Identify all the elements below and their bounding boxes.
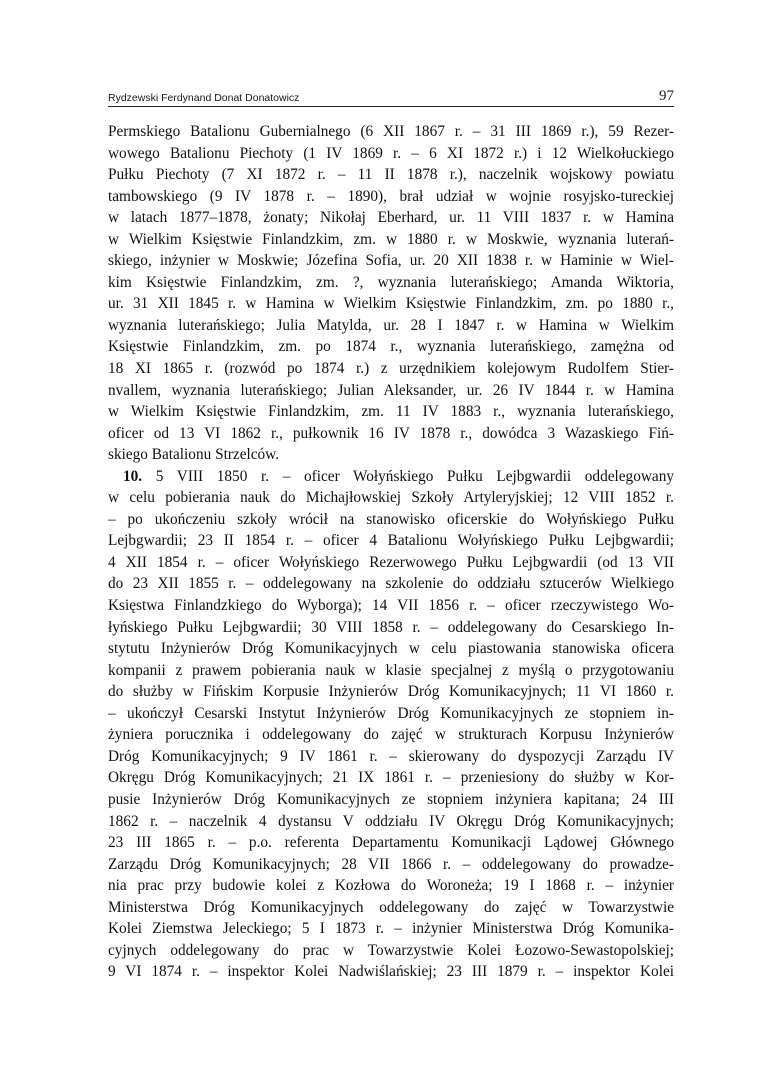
- section-first-line-text: 5 VIII 1850 r. – oficer Wołyńskiego Pułku Lejbgwardii oddelegowany: [142, 467, 674, 485]
- text-line: kim Księstwie Finlandzkim, zm. ?, wyznania luterańskiego; Amanda Wiktoria,: [108, 273, 674, 291]
- text-line: 9 VI 1874 r. – inspektor Kolei Nadwiślańskiej; 23 III 1879 r. – inspektor Kolei: [108, 963, 674, 981]
- text-line: Pułku Piechoty (7 XI 1872 r. – 11 II 1878 r.), naczelnik wojskowy powiatu: [108, 166, 674, 184]
- text-line: Ministerstwa Dróg Komunikacyjnych oddelegowany do zajęć w Towarzystwie: [108, 898, 674, 916]
- text-line: skiego, inżynier w Moskwie; Józefina Sofia, ur. 20 XII 1838 r. w Haminie w Wiel-: [108, 252, 674, 270]
- text-line: 18 XI 1865 r. (rozwód po 1874 r.) z urzędnikiem kolejowym Rudolfem Stier-: [108, 360, 674, 378]
- text-line: w latach 1877–1878, żonaty; Nikołaj Eberhard, ur. 11 VIII 1837 r. w Hamina: [108, 209, 674, 227]
- section-number: 10.: [123, 467, 143, 485]
- text-line: nvallem, wyznania luterańskiego; Julian Aleksander, ur. 26 IV 1844 r. w Hamina: [108, 381, 674, 399]
- text-line: oficer od 13 VI 1862 r., pułkownik 16 IV 1878 r., dowódca 3 Wazaskiego Fiń-: [108, 424, 674, 442]
- text-line: Zarządu Dróg Komunikacyjnych; 28 VII 1866 r. – oddelegowany do prowadze-: [108, 855, 674, 873]
- text-line: łyńskiego Pułku Lejbgwardii; 30 VIII 1858 r. – oddelegowany do Cesarskiego In-: [108, 618, 674, 636]
- text-line: do 23 XII 1855 r. – oddelegowany na szkolenie do oddziału sztucerów Wielkiego: [108, 575, 674, 593]
- text-line: Księstwie Finlandzkim, zm. po 1874 r., wyznania luterańskiego, zamężna od: [108, 338, 674, 356]
- section-10-first-line: [108, 466, 674, 488]
- text-line: w Wielkim Księstwie Finlandzkim, zm. 11 IV 1883 r., wyznania luterańskiego,: [108, 403, 674, 421]
- text-line: – po ukończeniu szkoły wrócił na stanowisko oficerskie do Wołyńskiego Pułku: [108, 510, 674, 528]
- text-line: do służby w Fińskim Korpusie Inżynierów Dróg Komunikacyjnych; 11 VI 1860 r.: [108, 683, 674, 701]
- text-line: cyjnych oddelegowany do prac w Towarzystwie Kolei Łozowo-Sewastopolskiej;: [108, 941, 674, 959]
- text-line: 1862 r. – naczelnik 4 dystansu V oddziału IV Okręgu Dróg Komunikacyjnych;: [108, 812, 674, 830]
- page-header: [108, 84, 674, 106]
- text-line: Permskiego Batalionu Gubernialnego (6 XII 1867 r. – 31 III 1869 r.), 59 Rezer-: [108, 123, 674, 140]
- text-line: Kolei Ziemstwa Jeleckiego; 5 I 1873 r. – inżynier Ministerstwa Dróg Komunika-: [108, 920, 674, 938]
- text-line: wyznania luterańskiego; Julia Matylda, ur. 28 I 1847 r. w Hamina w Wielkim: [108, 316, 674, 334]
- text-line: żyniera porucznika i oddelegowany do zajęć w strukturach Korpusu Inżynierów: [108, 726, 674, 744]
- text-line: Księstwa Finlandzkiego do Wyborga); 14 VII 1856 r. – oficer rzeczywistego Wo-: [108, 597, 674, 615]
- text-line: 4 XII 1854 r. – oficer Wołyńskiego Rezerwowego Pułku Lejbgwardii (od 13 VII: [108, 553, 674, 571]
- text-line: stytutu Inżynierów Dróg Komunikacyjnych w celu piastowania stanowiska oficera: [108, 640, 674, 658]
- text-line: pusie Inżynierów Dróg Komunikacyjnych ze stopniem inżyniera kapitana; 24 III: [108, 790, 674, 808]
- text-line: Dróg Komunikacyjnych; 9 IV 1861 r. – skierowany do dyspozycji Zarządu IV: [108, 747, 674, 765]
- text-line: ur. 31 XII 1845 r. w Hamina w Wielkim Księstwie Finlandzkim, zm. po 1880 r.,: [108, 295, 674, 313]
- text-line: tambowskiego (9 IV 1878 r. – 1890), brał udział w wojnie rosyjsko-tureckiej: [108, 187, 674, 205]
- text-line: w celu pobierania nauk do Michajłowskiej Szkoły Artyleryjskiej; 12 VIII 1852 r.: [108, 489, 674, 507]
- text-line: Lejbgwardii; 23 II 1854 r. – oficer 4 Batalionu Wołyńskiego Pułku Lejbgwardii;: [108, 532, 674, 550]
- header-rule: [108, 106, 674, 107]
- text-line: kompanii z prawem pobierania nauk w klasie specjalnej z myślą o przygotowaniu: [108, 661, 674, 679]
- text-line: wowego Batalionu Piechoty (1 IV 1869 r. – 6 XI 1872 r.) i 12 Wielkołuckiego: [108, 144, 674, 162]
- page-number: 97: [659, 88, 674, 104]
- text-line: nia prac przy budowie kolei z Kozłowa do Woroneża; 19 I 1868 r. – inżynier: [108, 877, 674, 895]
- text-line: – ukończył Cesarski Instytut Inżynierów Dróg Komunikacyjnych ze stopniem in-: [108, 704, 674, 722]
- body-text: [108, 121, 674, 983]
- running-title: Rydzewski Ferdynand Donat Donatowicz: [108, 92, 300, 104]
- text-line: 23 III 1865 r. – p.o. referenta Departamentu Komunikacji Lądowej Głównego: [108, 834, 674, 852]
- text-line: w Wielkim Księstwie Finlandzkim, zm. w 1880 r. w Moskwie, wyznania luterań-: [108, 230, 674, 248]
- text-line: Okręgu Dróg Komunikacyjnych; 21 IX 1861 r. – przeniesiony do służby w Kor-: [108, 769, 674, 787]
- text-line: skiego Batalionu Strzelców.: [108, 446, 280, 464]
